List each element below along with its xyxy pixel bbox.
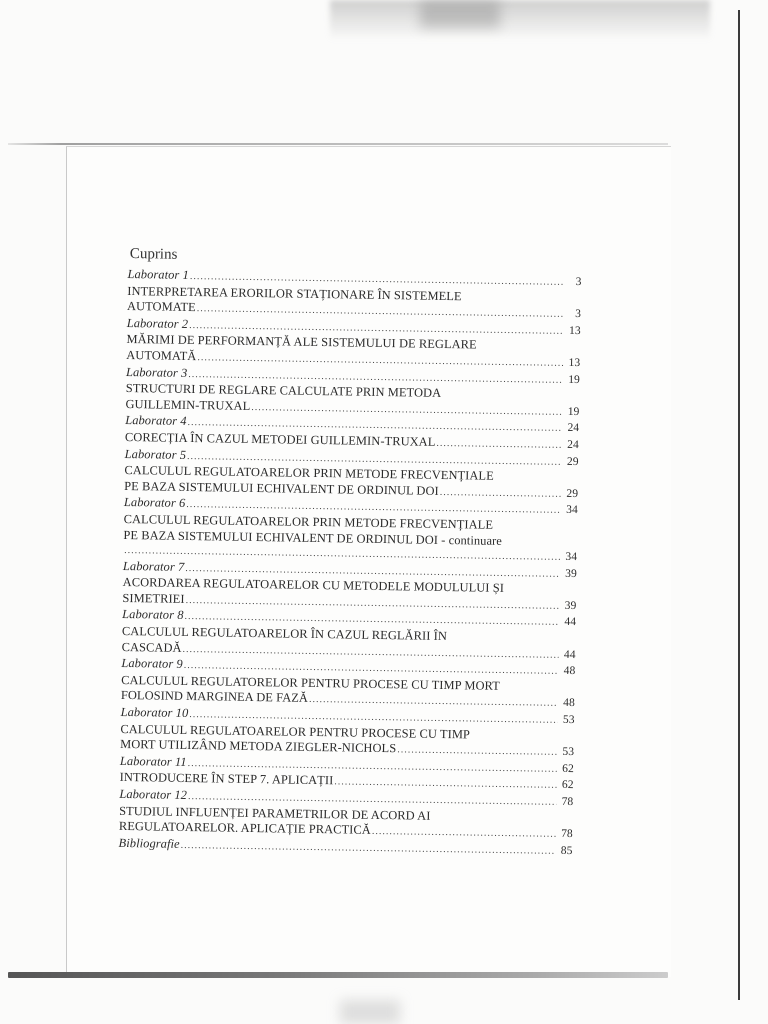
toc-page-number: 13 bbox=[568, 324, 581, 337]
toc-page-number: 53 bbox=[562, 746, 575, 759]
scan-shadow-top bbox=[330, 0, 710, 40]
toc-page-number: 62 bbox=[562, 762, 574, 775]
toc-page-number: 53 bbox=[562, 713, 575, 727]
toc-entry-text: PE BAZA SISTEMULUI ECHIVALENT DE ORDINUL DOI bbox=[124, 478, 439, 498]
toc-entries bbox=[118, 267, 581, 859]
toc-entry-text: REGULATOARELOR. APLICAȚIE PRACTICĂ bbox=[118, 819, 371, 838]
toc-page-number: 78 bbox=[561, 795, 574, 809]
table-of-contents bbox=[118, 246, 581, 859]
toc-entry-text: Laborator 12 bbox=[119, 786, 188, 802]
toc-entry-text: GUILLEMIN-TRUXAL bbox=[125, 396, 251, 413]
toc-title: Cuprins bbox=[129, 246, 178, 263]
toc-page-number: 19 bbox=[567, 405, 580, 418]
toc-entry-text: STRUCTURI DE REGLARE CALCULATE PRIN METODA bbox=[125, 381, 442, 401]
toc-page-number: 39 bbox=[564, 599, 577, 612]
toc-entry-text: CALCULUL REGULATOARELOR PENTRU PROCESE CU TIMP bbox=[120, 721, 471, 742]
toc-entry-text: Laborator 11 bbox=[119, 753, 187, 769]
toc-entry-text: CALCULUL REGULATOARELOR PRIN METODE FRECVENȚIALE bbox=[124, 463, 494, 483]
toc-page-number: 29 bbox=[566, 487, 579, 500]
toc-page-number: 13 bbox=[568, 356, 581, 370]
toc-entry-text: CALCULUL REGULATOARELOR PRIN METODE FRECVENȚIALE bbox=[123, 511, 494, 532]
toc-entry-text: FOLOSIND MARGINEA DE FAZĂ bbox=[120, 688, 309, 706]
toc-entry-text: CALCULUL REGULATOARELOR ÎN CAZUL REGLĂRII ÎN bbox=[121, 624, 448, 644]
toc-entry-text: MORT UTILIZÂND METODA ZIEGLER-NICHOLS bbox=[120, 737, 397, 756]
toc-page-number: 48 bbox=[563, 697, 575, 710]
toc-entry-text: Laborator 1 bbox=[127, 266, 190, 282]
toc-leader-dots bbox=[440, 485, 562, 502]
toc-entry-text: AUTOMATĂ bbox=[126, 347, 197, 364]
sheet-top-edge bbox=[8, 143, 668, 145]
toc-entry-text: Laborator 5 bbox=[124, 446, 187, 462]
toc-entry-text: Laborator 2 bbox=[126, 315, 189, 331]
toc-page-number: 3 bbox=[575, 308, 582, 321]
toc-page-number: 44 bbox=[563, 648, 576, 661]
toc-entry-text: CALCULUL REGULATORELOR PENTRU PROCESE CU TIMP MORT bbox=[121, 672, 501, 693]
toc-page-number: 24 bbox=[567, 438, 580, 452]
toc-entry-text: Laborator 8 bbox=[122, 607, 184, 623]
toc-entry-text: Laborator 3 bbox=[125, 364, 188, 380]
toc-entry-text: Laborator 9 bbox=[121, 656, 183, 672]
toc-entry-text: CORECȚIA ÎN CAZUL METODEI GUILLEMIN-TRUXAL bbox=[124, 429, 436, 449]
toc-entry-text: Laborator 4 bbox=[125, 413, 187, 429]
toc-page-number: 44 bbox=[564, 616, 577, 629]
toc-entry-text: Laborator 7 bbox=[122, 558, 185, 574]
toc-page-number: 34 bbox=[566, 504, 578, 517]
scan-shadow-top-dark bbox=[420, 0, 500, 28]
toc-entry-text: Laborator 6 bbox=[123, 495, 186, 511]
sheet-bottom-edge bbox=[8, 972, 668, 978]
toc-entry-text: PE BAZA SISTEMULUI ECHIVALENT DE ORDINUL DOI - continuare bbox=[123, 527, 503, 548]
toc-leader-dots bbox=[372, 824, 556, 842]
toc-page-number: 39 bbox=[565, 567, 578, 580]
toc-page-number: 3 bbox=[575, 276, 582, 289]
toc-page-number: 34 bbox=[565, 551, 578, 564]
toc-entry-text: STUDIUL INFLUENȚEI PARAMETRILOR DE ACORD AI bbox=[119, 803, 431, 823]
scan-shadow-bottom bbox=[340, 1000, 400, 1024]
toc-entry-text: Laborator 10 bbox=[120, 704, 189, 721]
toc-entry-text: CASCADĂ bbox=[121, 639, 182, 655]
toc-entry-text: INTRODUCERE ÎN STEP 7. APLICAȚII bbox=[119, 770, 334, 788]
toc-page-number: 85 bbox=[560, 844, 573, 857]
scan-right-edge bbox=[738, 10, 740, 1000]
toc-leader-dots bbox=[436, 436, 562, 454]
toc-entry-text: MĂRIMI DE PERFORMANȚĂ ALE SISTEMULUI DE REGLARE bbox=[126, 332, 477, 352]
toc-page-number: 29 bbox=[566, 455, 579, 468]
toc-page-number: 48 bbox=[563, 665, 576, 678]
toc-page-number: 24 bbox=[567, 422, 580, 435]
toc-entry-text: AUTOMATE bbox=[126, 299, 196, 315]
toc-page-number: 62 bbox=[561, 779, 574, 792]
toc-entry-text: SIMETRIEI bbox=[122, 590, 185, 606]
toc-entry-text: Bibliografie bbox=[118, 835, 180, 851]
toc-page-number: 78 bbox=[561, 828, 573, 841]
toc-leader-dots bbox=[397, 743, 557, 761]
toc-page-number: 19 bbox=[568, 373, 581, 386]
toc-entry-text: ACORDAREA REGULATOARELOR CU METODELE MODULULUI ȘI bbox=[122, 575, 505, 596]
toc-entry-text: INTERPRETAREA ERORILOR STAȚIONARE ÎN SISTEMELE bbox=[127, 283, 462, 303]
